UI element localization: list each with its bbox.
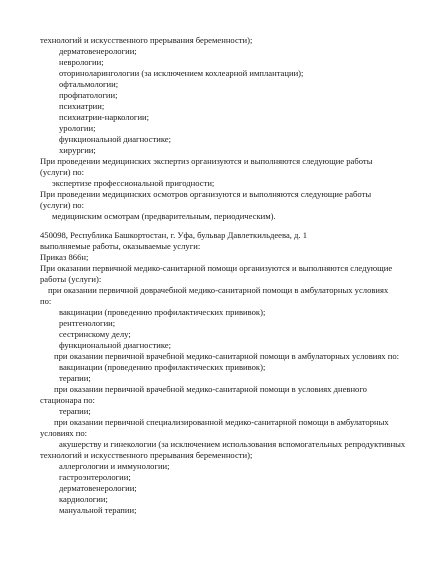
text-line: акушерству и гинекологии (за исключением использования вспомогательных репродуктивных [59,439,406,449]
text-line: При оказании первичной медико-санитарной помощи организуются и выполняются следующие [40,263,393,273]
text-line: (услуги) по: [40,167,84,177]
text-line: урологии; [59,123,96,133]
text-line: кардиологии; [59,494,108,504]
text-line: технологий и искусственного прерывания беременности); [40,35,253,45]
text-line: При проведении медицинских осмотров организуются и выполняются следующие работы [40,189,372,199]
text-line: при оказании первичной врачебной медико-санитарной помощи в амбулаторных условиях по: [54,351,400,361]
text-line: офтальмологии; [59,79,119,89]
text-line: вакцинации (проведению профилактических прививок); [59,307,266,317]
text-line: профпатологии; [59,90,118,100]
text-line: психиатрии; [59,101,105,111]
text-line: терапии; [59,406,91,416]
text-line: 450098, Республика Башкортостан, г. Уфа, бульвар Давлеткильдеева, д. 1 [40,230,308,240]
text-line: (услуги) по: [40,200,84,210]
text-line: Приказ 866н; [40,252,89,262]
text-line: аллергологии и иммунологии; [59,461,170,471]
text-line: условиях по: [40,428,88,438]
text-line: мануальной терапии; [59,505,137,515]
text-line: при оказании первичной врачебной медико-санитарной помощи в условиях дневного [54,384,367,394]
text-line: при оказании первичной специализированной медико-санитарной помощи в амбулаторных [54,417,389,427]
text-line: психиатрии-наркологии; [59,112,150,122]
text-line: технологий и искусственного прерывания беременности); [40,450,253,460]
text-line: оториноларингологии (за исключением кохлеарной имплантации); [59,68,304,78]
text-line: неврологии; [59,57,104,67]
text-line: выполняемые работы, оказываемые услуги: [40,241,201,251]
text-line: по: [40,296,52,306]
text-line: сестринскому делу; [59,329,131,339]
text-line: дерматовенерологии; [59,46,137,56]
text-line: терапии; [59,373,91,383]
text-line: функциональной диагностике; [59,340,172,350]
text-line: при оказании первичной доврачебной медико-санитарной помощи в амбулаторных условиях [48,285,389,295]
text-line: экспертизе профессиональной пригодности; [52,178,215,188]
text-line: При проведении медицинских экспертиз организуются и выполняются следующие работы [40,156,373,166]
text-line: функциональной диагностике; [59,134,172,144]
text-line: стационара по: [40,395,95,405]
text-line: рентгенологии; [59,318,116,328]
text-line: гастроэнтерологии; [59,472,131,482]
text-line: медицинским осмотрам (предварительным, периодическим). [52,211,276,221]
text-line: дерматовенерологии; [59,483,137,493]
text-line: хирургии; [59,145,96,155]
text-line: работы (услуги): [40,274,102,284]
text-line: вакцинации (проведению профилактических прививок); [59,362,266,372]
